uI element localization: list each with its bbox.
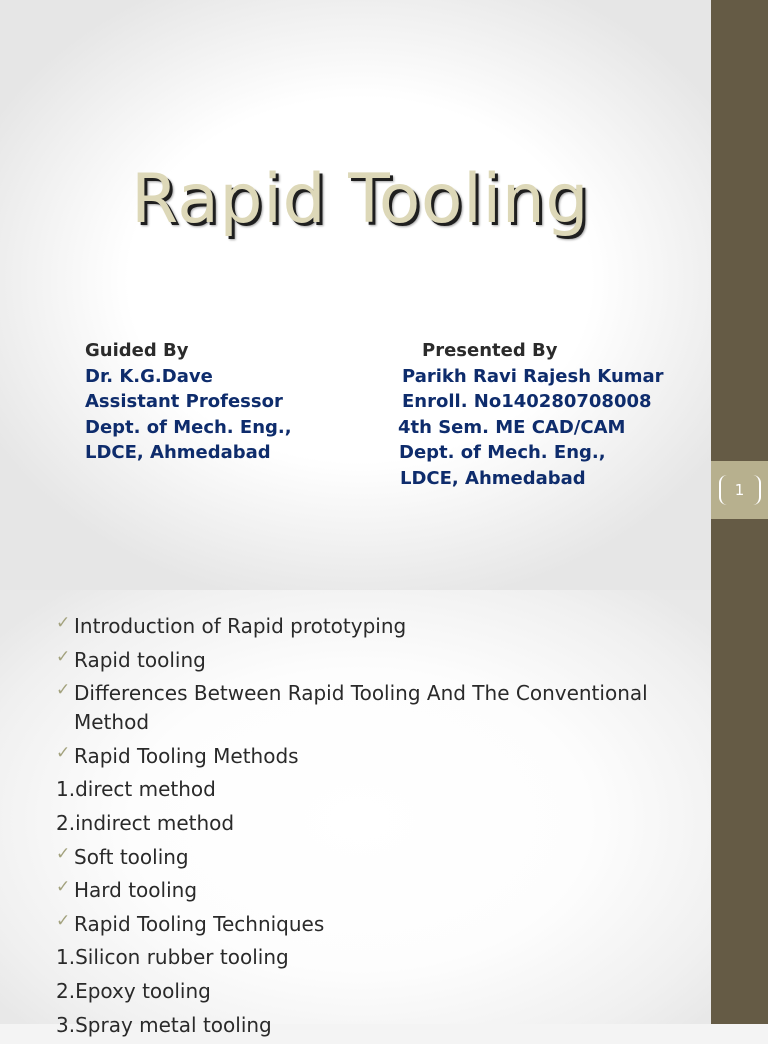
list-item <box>56 910 696 939</box>
list-item <box>56 943 696 972</box>
page-number-badge <box>711 461 768 519</box>
checkmark-icon: ✓ <box>56 910 71 931</box>
list-item <box>56 679 696 737</box>
list-item <box>56 612 696 641</box>
list-item-continuation: Method <box>74 710 150 735</box>
presented-by-heading: Presented By <box>422 340 558 361</box>
list-item-text: 2.indirect method <box>56 810 235 835</box>
presented-by-block <box>396 338 664 491</box>
list-item-text: 1.Silicon rubber tooling <box>56 945 289 970</box>
slide-title: Rapid Tooling <box>131 160 589 239</box>
checkmark-icon: ✓ <box>56 742 71 763</box>
list-item-text: Introduction of Rapid prototyping <box>74 614 407 638</box>
list-item-text: Rapid Tooling Techniques <box>74 911 325 936</box>
guide-designation: Assistant Professor <box>85 391 283 412</box>
list-item-text: Rapid tooling <box>74 647 206 672</box>
guided-by-heading: Guided By <box>85 340 189 361</box>
guide-institute: LDCE, Ahmedabad <box>85 442 271 463</box>
presenter-name: Parikh Ravi Rajesh Kumar <box>402 365 664 387</box>
list-item <box>56 843 696 872</box>
list-item-text: Rapid Tooling Methods <box>74 743 299 768</box>
checkmark-icon: ✓ <box>56 646 71 667</box>
checkmark-icon: ✓ <box>56 877 71 898</box>
presenter-institute: LDCE, Ahmedabad <box>400 467 586 489</box>
guide-name: Dr. K.G.Dave <box>85 365 213 387</box>
list-item <box>56 1011 696 1040</box>
presenter-semester: 4th Sem. ME CAD/CAM <box>398 416 626 438</box>
checkmark-icon: ✓ <box>56 613 71 633</box>
page-number: 1 <box>734 481 745 499</box>
list-item-text: Differences Between Rapid Tooling And The Conventional <box>74 681 648 706</box>
list-item <box>56 742 696 771</box>
list-item <box>56 646 696 675</box>
guided-by-block <box>85 338 292 466</box>
contents-list <box>56 612 696 1044</box>
list-item <box>56 809 696 838</box>
list-item-text: Soft tooling <box>74 844 189 869</box>
list-item-text: Hard tooling <box>74 878 198 903</box>
checkmark-icon: ✓ <box>56 680 71 701</box>
list-item <box>56 775 696 804</box>
list-item-text: 3.Spray metal tooling <box>56 1012 272 1037</box>
presenter-enrollment: Enroll. No140280708008 <box>402 391 652 412</box>
checkmark-icon: ✓ <box>56 843 71 864</box>
list-item-text: 1.direct method <box>56 777 216 802</box>
presenter-department: Dept. of Mech. Eng., <box>399 442 606 463</box>
list-item <box>56 977 696 1006</box>
list-item-text: 2.Epoxy tooling <box>56 978 211 1003</box>
list-item <box>56 876 696 905</box>
guide-department: Dept. of Mech. Eng., <box>85 416 292 438</box>
